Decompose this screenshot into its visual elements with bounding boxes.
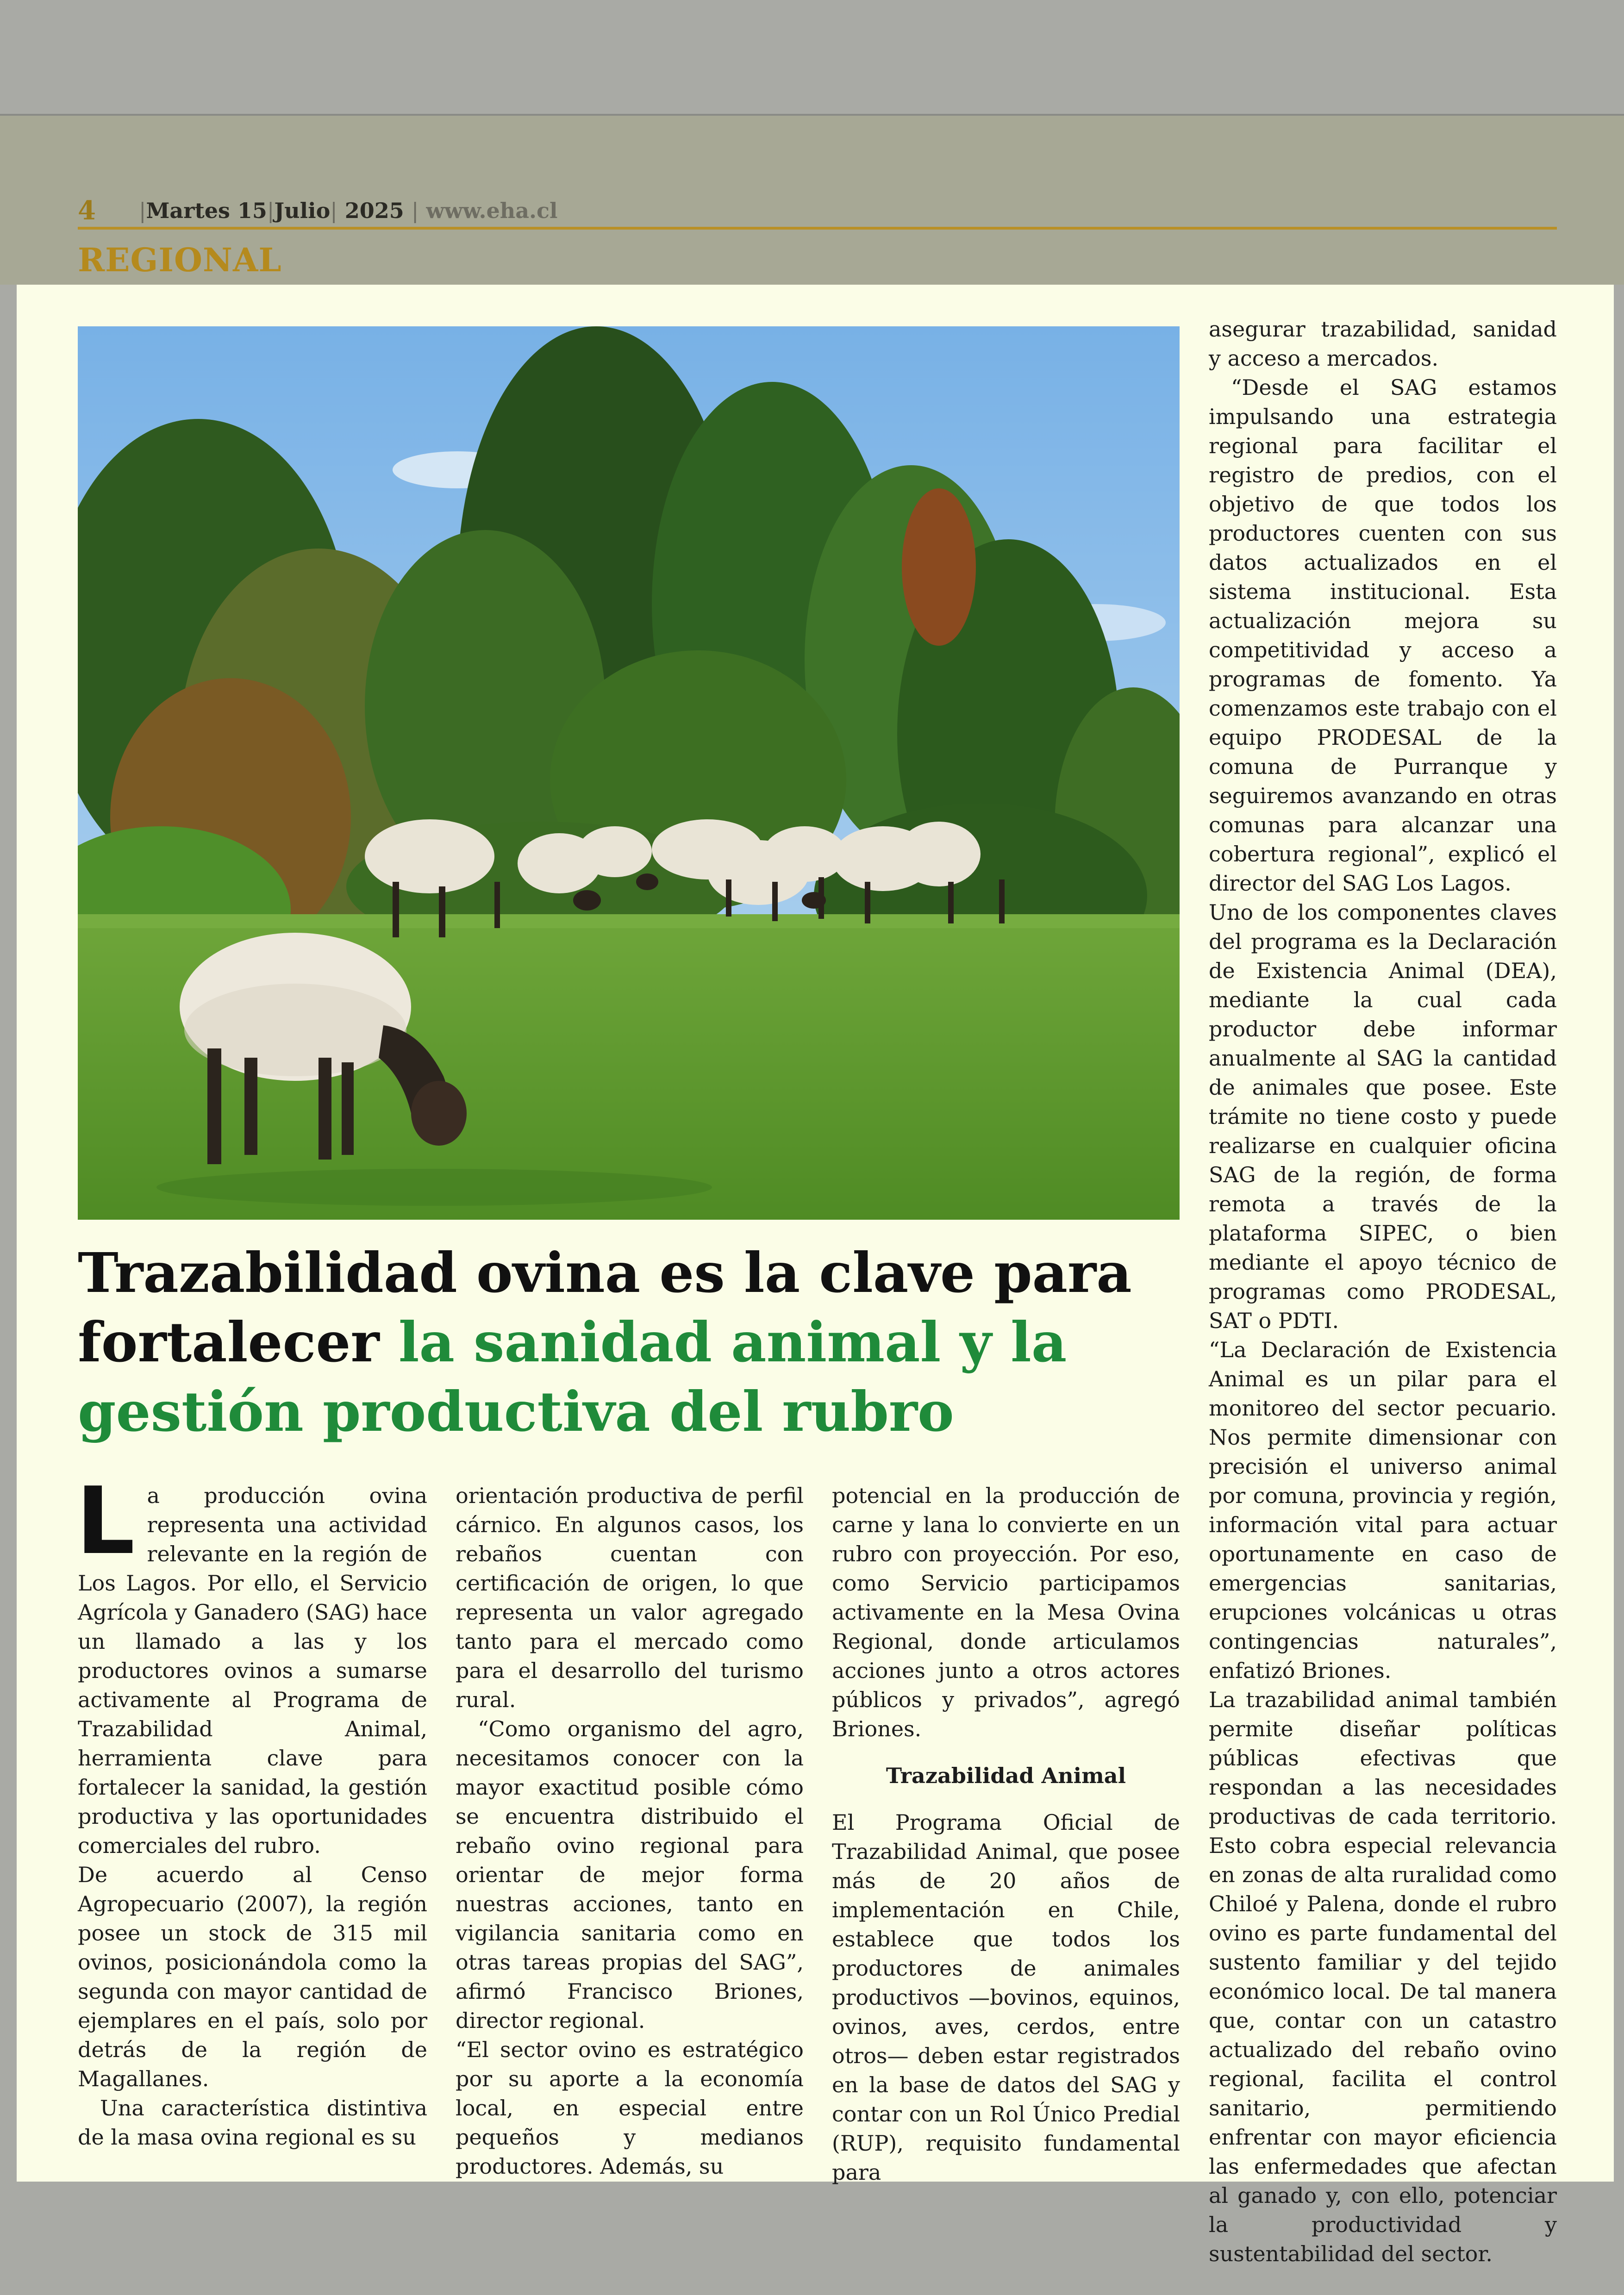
article-column-2 (456, 1481, 804, 2181)
paragraph: Uno de los componentes claves del programa es la Declaración de Existencia Animal (DEA), mediante la cual cada productor debe informar anualmente al SAG la cantidad de animales que posee. Este trámite no tiene costo y puede realizarse en cualquier oficina SAG de la región, de forma remota a través de la plataforma SIPEC, o bien mediante el apoyo técnico de programas como PRODESAL, SAT o PDTI. (1209, 900, 1557, 1333)
drop-cap: L (76, 1467, 135, 1575)
article-column-3 (832, 1481, 1180, 2187)
issue-date: |Martes 15|Julio| 2025 | www.eha.cl (139, 198, 558, 223)
headline (78, 1238, 1184, 1447)
website-link[interactable]: www.eha.cl (426, 198, 558, 223)
subheading: Trazabilidad Animal (886, 1763, 1126, 1788)
paragraph: “El sector ovino es estratégico por su aporte a la economía local, en especial entre pequeños y medianos productores. Además, su (456, 2037, 804, 2179)
article-column-4 (1209, 315, 1557, 2269)
lead-paragraph: a producción ovina representa una actividad relevante en la región de Los Lagos. Por ello, el Servicio Agrícola y Ganadero (SAG) hace un llamado a las y los productores ovinos a sumarse activamente al Programa de Trazabilidad Animal, herramienta clave para fortalecer la sanidad, la gestión productiva y las oportunidades comerciales del rubro. (78, 1483, 427, 1858)
paragraph: asegurar trazabilidad, sanidad y acceso a mercados. (1209, 317, 1557, 371)
header-rule (78, 227, 1557, 230)
paragraph: La trazabilidad animal también permite diseñar políticas públicas efectivas que respondan a las necesidades productivas de cada territorio. Esto cobra especial relevancia en zonas de alta ruralidad como Chiloé y Palena, donde el rubro ovino es parte fundamental del sustento familiar y del tejido económico local. De tal manera que, contar con un catastro actualizado del rebaño ovino regional, facilita el control sanitario, permitiendo enfrentar con mayor eficiencia las enfermedades que afectan al ganado y, con ello, potenciar la productividad y sustentabilidad del sector. (1209, 1687, 1557, 2266)
issue-day: Martes 15 (146, 198, 267, 223)
section-label: REGIONAL (78, 241, 282, 279)
article-photo (78, 326, 1180, 1220)
paragraph: El Programa Oficial de Trazabilidad Animal, que posee más de 20 años de implementación en Chile, establece que todos los productores de animales productivos —bovinos, equinos, ovinos, aves, cerdos, entre otros— deben estar registrados en la base de datos del SAG y contar con un Rol Único Predial (RUP), requisito fundamental para (832, 1810, 1180, 2185)
paragraph: orientación productiva de perfil cárnico. En algunos casos, los rebaños cuentan con certificación de origen, lo que representa un valor agregado tanto para el mercado como para el desarrollo del turismo rural. (456, 1483, 804, 1712)
paragraph: “La Declaración de Existencia Animal es un pilar para el monitoreo del sector pecuario. Nos permite dimensionar con precisión el universo animal por comuna, provincia y región, información vital para actuar oportunamente en caso de emergencias sanitarias, erupciones volcánicas u otras contingencias naturales”, enfatizó Briones. (1209, 1337, 1557, 1683)
issue-year: 2025 (344, 198, 404, 223)
paragraph: “Desde el SAG estamos impulsando una estrategia regional para facilitar el registro de predios, con el objetivo de que todos los productores cuenten con sus datos actualizados en el sistema institucional. Esta actualización mejora su competitividad y acceso a programas de fomento. Ya comenzamos este trabajo con el equipo PRODESAL de la comuna de Purranque y seguiremos avanzando en otras comunas para alcanzar una cobertura regional”, explicó el director del SAG Los Lagos. (1209, 375, 1557, 896)
headline-black: Trazabilidad ovina es la clave para fortalecer (78, 1241, 1132, 1374)
paragraph: potencial en la producción de carne y lana lo convierte en un rubro con proyección. Por eso, como Servicio participamos activamente en la Mesa Ovina Regional, donde articulamos acciones junto a otros actores públicos y privados”, agregó Briones. (832, 1483, 1180, 1741)
viewer-top-band (0, 0, 1624, 115)
article-column-1 (76, 1467, 427, 2152)
page-number: 4 (78, 195, 96, 226)
headline-green: la sanidad animal y la gestión productiva del rubro (78, 1310, 1067, 1444)
paragraph: De acuerdo al Censo Agropecuario (2007), la región posee un stock de 315 mil ovinos, posicionándola como la segunda con mayor cantidad de ejemplares en el país, solo por detrás de la región de Magallanes. (78, 1862, 427, 2091)
paragraph: Una característica distintiva de la masa ovina regional es su (78, 2095, 427, 2150)
paragraph: “Como organismo del agro, necesitamos conocer con la mayor exactitud posible cómo se encuentra distribuido el rebaño ovino regional para orientar de mejor forma nuestras acciones, tanto en vigilancia sanitaria como en otras tareas propias del SAG”, afirmó Francisco Briones, director regional. (456, 1716, 804, 2033)
issue-month: Julio (274, 198, 331, 223)
